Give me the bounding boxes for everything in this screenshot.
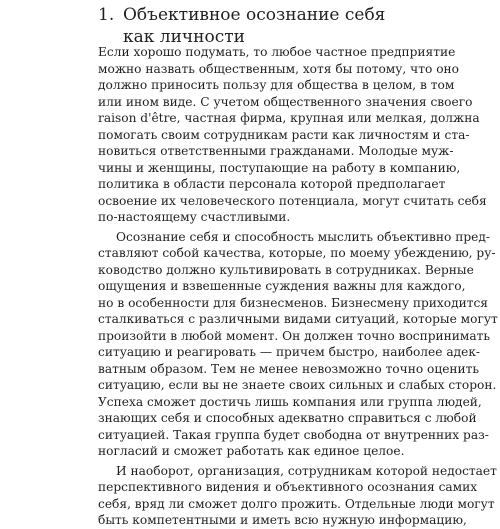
text-line: ководство должно культивировать в сотрудниках. Верные [98,262,474,277]
text-line: ситуацию, если вы не знаете своих сильных и слабых сторон. [98,378,497,392]
text-line: освоение их человеческого потенциала, могут считать себя [98,193,487,208]
text-line: политика в области персонала которой предполагает [98,177,446,191]
text-line: Если хорошо подумать, то любое частное предприятие [98,45,456,59]
text-line: можно назвать общественным, хотя бы потому, что оно [98,61,459,76]
text-line: ногласий и сможет работать как единое целое. [98,444,405,458]
body-text [98,44,498,529]
text-line: сталкиваться с различными видами ситуаций, которые могут [98,312,498,326]
chapter-title-line-2: как личности [123,27,245,47]
text-line: Осознание себя и способность мыслить объективно пред- [116,229,490,244]
chapter-title-line-1: Объективное осознание себя [123,5,386,25]
text-line: И наоборот, организация, сотрудникам которой недостает [116,463,497,478]
text-line: или ином виде. С учетом общественного значения своего [98,94,473,109]
text-line: raison d'être, частная фирма, крупная или мелкая, должна [98,111,480,125]
paragraph [98,44,487,226]
text-line: но в особенности для бизнесменов. Бизнесмену приходится [98,295,488,310]
paragraph [98,229,498,460]
text-line: Успеха сможет достичь лишь компания или группа людей, [98,394,482,409]
text-line: ставляют собой качества, которые, по моему убеждению, ру- [98,246,496,260]
text-line: должно приносить пользу для общества в целом, в том [98,78,455,92]
text-line: знающих себя и способных адекватно справиться с любой [98,411,477,425]
text-line: новиться ответственными гражданами. Молодые муж- [98,144,454,158]
text-line: себя, вряд ли сможет долго прожить. Отдельные люди могут [98,496,495,511]
text-line: чины и женщины, поступающие на работу в компанию, [98,160,461,175]
text-line: ватным образом. Тем не менее невозможно точно оценить [98,361,480,376]
text-line: ситуацией. Такая группа будет свободна от внутренних раз- [98,427,489,442]
text-line: ощущения и взвешенные суждения важны для каждого, [98,279,466,293]
text-line: по-настоящему счастливыми. [98,210,291,224]
text-line: перспективного видения и объективного осознания самих [98,480,478,494]
paragraph [98,463,497,529]
chapter-number: 1. [98,5,115,25]
text-line: быть компетентными и иметь всю нужную информацию, [98,513,467,527]
text-line: помогать своим сотрудникам расти как личностям и ста- [98,127,470,142]
text-line: ситуацию и реагировать — причем быстро, наиболее адек- [98,345,481,359]
text-line: произойти в любой момент. Он должен точно воспринимать [98,328,491,343]
